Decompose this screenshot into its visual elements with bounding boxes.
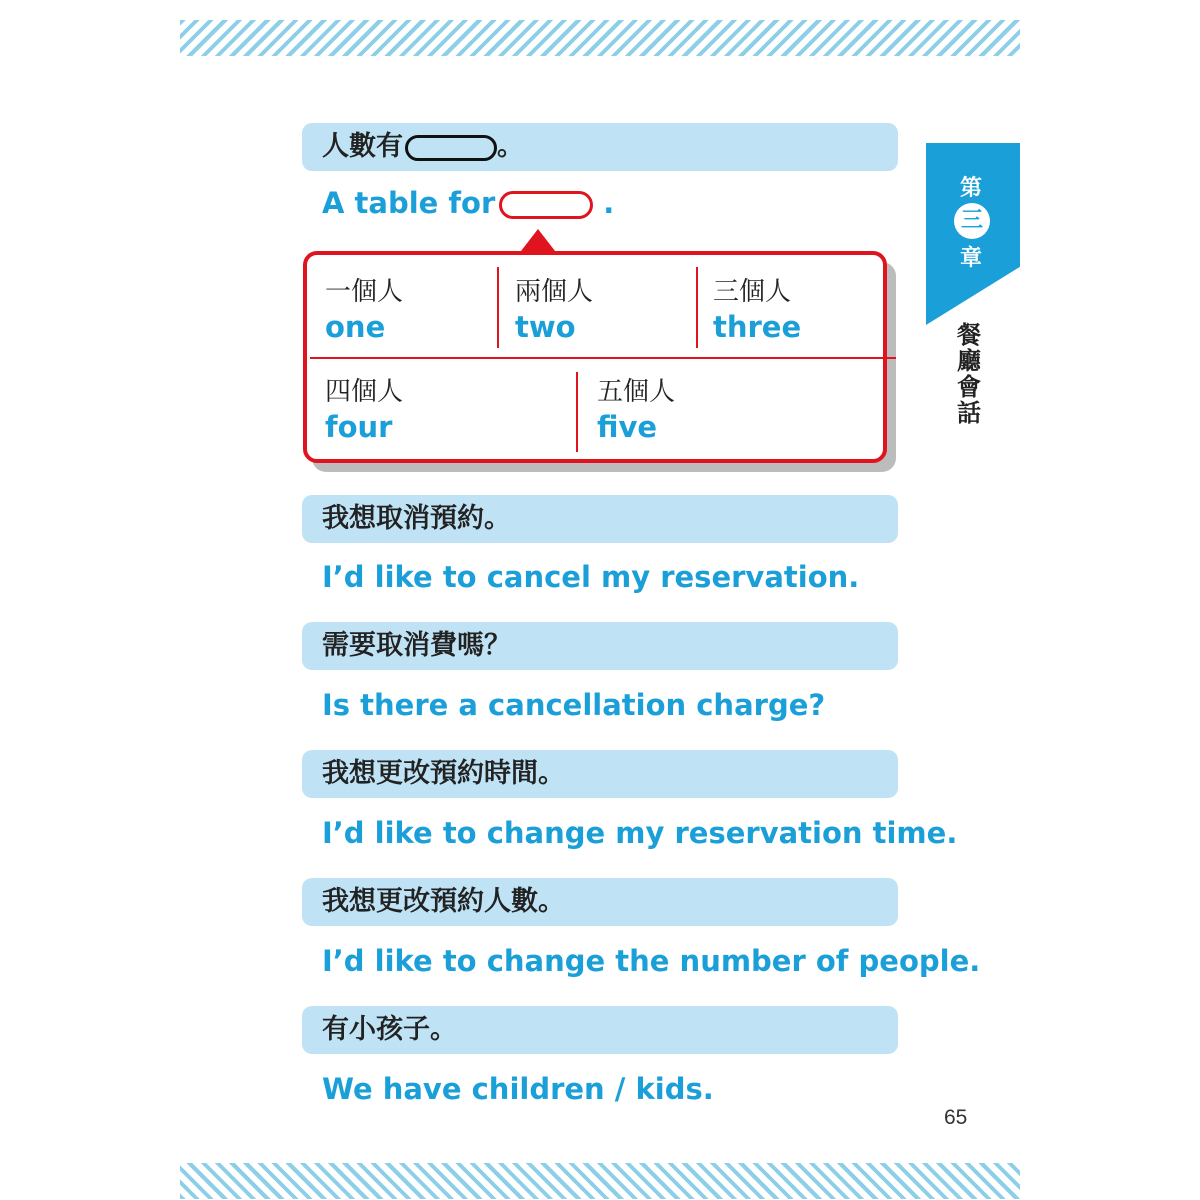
options-divider-horizontal xyxy=(310,357,896,359)
options-divider-vertical xyxy=(497,267,499,348)
chapter-number-badge: 三 xyxy=(954,203,990,239)
phrase-en-text: I’d like to cancel my reservation. xyxy=(322,560,860,594)
phrase-zh-bar: 我想更改預約時間。 xyxy=(302,750,898,798)
option-en: three xyxy=(713,310,802,344)
phrase-en-text: We have children / kids. xyxy=(322,1072,714,1106)
chapter-title: 餐廳會話 xyxy=(957,321,981,427)
phrase-zh-bar: 我想取消預約。 xyxy=(302,495,898,543)
option-zh: 四個人 xyxy=(325,377,404,407)
blank-placeholder-red xyxy=(499,191,593,219)
option-en: four xyxy=(325,410,393,444)
blank-placeholder xyxy=(405,135,497,161)
option-zh: 一個人 xyxy=(325,277,404,307)
page-number: 65 xyxy=(944,1106,968,1129)
option-zh: 五個人 xyxy=(597,377,676,407)
phrase-zh-bar: 有小孩子。 xyxy=(302,1006,898,1054)
chapter-prefix: 第 xyxy=(959,176,982,201)
phrase-en-text xyxy=(322,186,614,220)
phrase-en-text: Is there a cancellation charge? xyxy=(322,688,826,722)
chapter-suffix: 章 xyxy=(959,246,982,271)
phrase-en-main: A table for xyxy=(322,186,496,220)
phrase-zh-bar: 我想更改預約人數。 xyxy=(302,878,898,926)
phrase-en-end: . xyxy=(603,186,615,220)
phrase-zh-bar xyxy=(302,123,898,171)
phrase-en-text: I’d like to change my reservation time. xyxy=(322,816,958,850)
phrase-zh-bar: 需要取消費嗎？ xyxy=(302,622,898,670)
options-pointer xyxy=(521,229,555,251)
options-divider-vertical xyxy=(576,372,578,452)
phrase-zh-end: 。 xyxy=(497,131,524,162)
option-zh: 兩個人 xyxy=(515,277,594,307)
options-divider-vertical xyxy=(696,267,698,348)
option-en: two xyxy=(515,310,576,344)
top-decorative-stripe xyxy=(180,20,1020,56)
option-en: one xyxy=(325,310,386,344)
option-zh: 三個人 xyxy=(713,277,792,307)
phrase-en-text: I’d like to change the number of people. xyxy=(322,944,981,978)
phrase-zh-text: 人數有 xyxy=(322,131,403,162)
bottom-decorative-stripe xyxy=(180,1163,1020,1199)
option-en: five xyxy=(597,410,658,444)
